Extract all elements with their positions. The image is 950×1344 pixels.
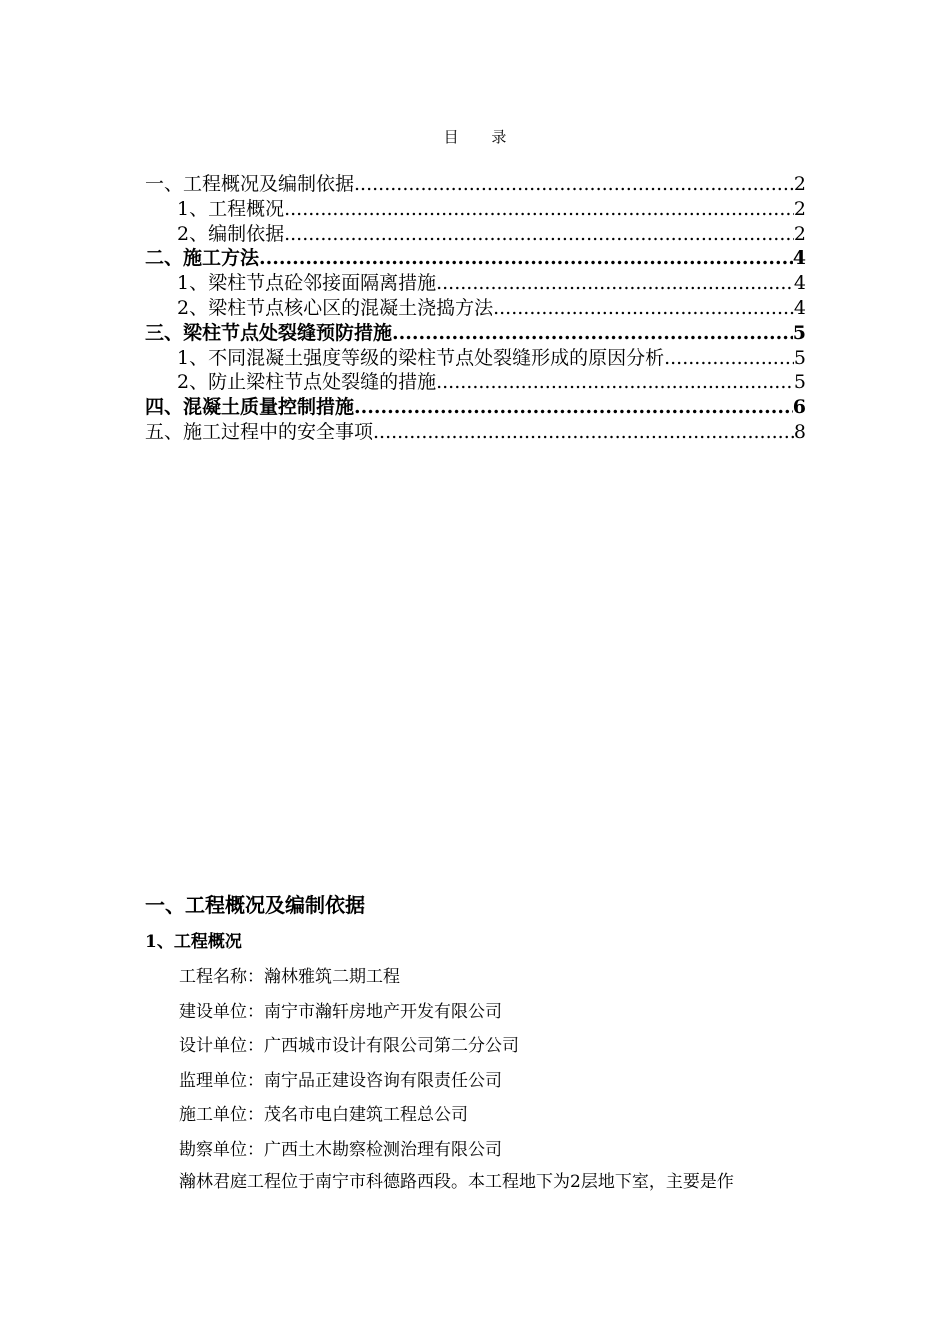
table-of-contents [145, 169, 806, 442]
info-line-survey: 勘察单位：广西土木勘察检测治理有限公司 [179, 1140, 502, 1160]
toc-entry-page: 4 [792, 247, 806, 270]
toc-entry-page: 5 [793, 346, 806, 369]
toc-entry[interactable] [145, 343, 806, 368]
section-heading: 一、工程概况及编制依据 [145, 893, 365, 917]
toc-leader-dots [373, 421, 794, 443]
toc-entry-page: 4 [793, 296, 806, 319]
info-line-designer: 设计单位：广西城市设计有限公司第二分公司 [179, 1036, 519, 1056]
toc-entry-page: 6 [792, 396, 806, 419]
info-line-project-name: 工程名称：瀚林雅筑二期工程 [179, 967, 400, 987]
toc-entry[interactable] [145, 268, 806, 293]
toc-entry[interactable] [145, 169, 806, 194]
toc-leader-dots [354, 173, 794, 195]
toc-entry[interactable] [145, 392, 806, 417]
toc-leader-dots [392, 322, 793, 344]
toc-entry-title: 2、编制依据 [177, 222, 285, 245]
toc-entry[interactable] [145, 367, 806, 392]
toc-leader-dots [436, 371, 794, 393]
toc-title: 目 录 [443, 128, 521, 146]
toc-leader-dots [259, 247, 793, 269]
toc-entry-page: 2 [793, 222, 806, 245]
info-line-contractor: 施工单位：茂名市电白建筑工程总公司 [179, 1105, 468, 1125]
toc-entry[interactable] [145, 243, 806, 268]
toc-entry-title: 1、梁柱节点砼邻接面隔离措施 [177, 272, 437, 295]
toc-entry[interactable] [145, 194, 806, 219]
toc-entry-page: 8 [793, 420, 806, 443]
toc-entry-page: 5 [792, 321, 806, 344]
toc-entry-page: 2 [793, 173, 806, 195]
toc-leader-dots [493, 297, 794, 319]
info-line-supervisor: 监理单位：南宁品正建设咨询有限责任公司 [179, 1071, 502, 1091]
toc-entry[interactable] [145, 318, 806, 343]
toc-entry-page: 4 [793, 272, 806, 295]
toc-entry-title: 三、梁柱节点处裂缝预防措施 [145, 321, 393, 344]
toc-entry-title: 1、工程概况 [177, 197, 285, 220]
toc-leader-dots [664, 347, 794, 369]
toc-entry-title: 2、防止梁柱节点处裂缝的措施 [177, 371, 437, 394]
info-line-owner: 建设单位：南宁市瀚轩房地产开发有限公司 [179, 1002, 502, 1022]
toc-entry-title: 1、不同混凝土强度等级的梁柱节点处裂缝形成的原因分析 [177, 346, 665, 369]
toc-entry-page: 5 [793, 371, 806, 394]
toc-entry[interactable] [145, 219, 806, 244]
toc-entry[interactable] [145, 417, 806, 442]
subsection-heading: 1、工程概况 [145, 932, 242, 952]
body-paragraph: 瀚林君庭工程位于南宁市科德路西段。本工程地下为2层地下室，主要是作 [179, 1172, 734, 1192]
toc-entry-title: 二、施工方法 [145, 247, 260, 270]
toc-entry-title: 2、梁柱节点核心区的混凝土浇捣方法 [177, 296, 494, 319]
toc-leader-dots [284, 223, 794, 245]
toc-entry-title: 四、混凝土质量控制措施 [145, 396, 355, 419]
toc-leader-dots [354, 396, 793, 418]
toc-leader-dots [436, 272, 794, 294]
toc-entry[interactable] [145, 293, 806, 318]
toc-entry-title: 一、工程概况及编制依据 [145, 173, 355, 195]
toc-entry-page: 2 [793, 197, 806, 220]
toc-entry-title: 五、施工过程中的安全事项 [145, 420, 374, 443]
toc-leader-dots [284, 198, 794, 220]
